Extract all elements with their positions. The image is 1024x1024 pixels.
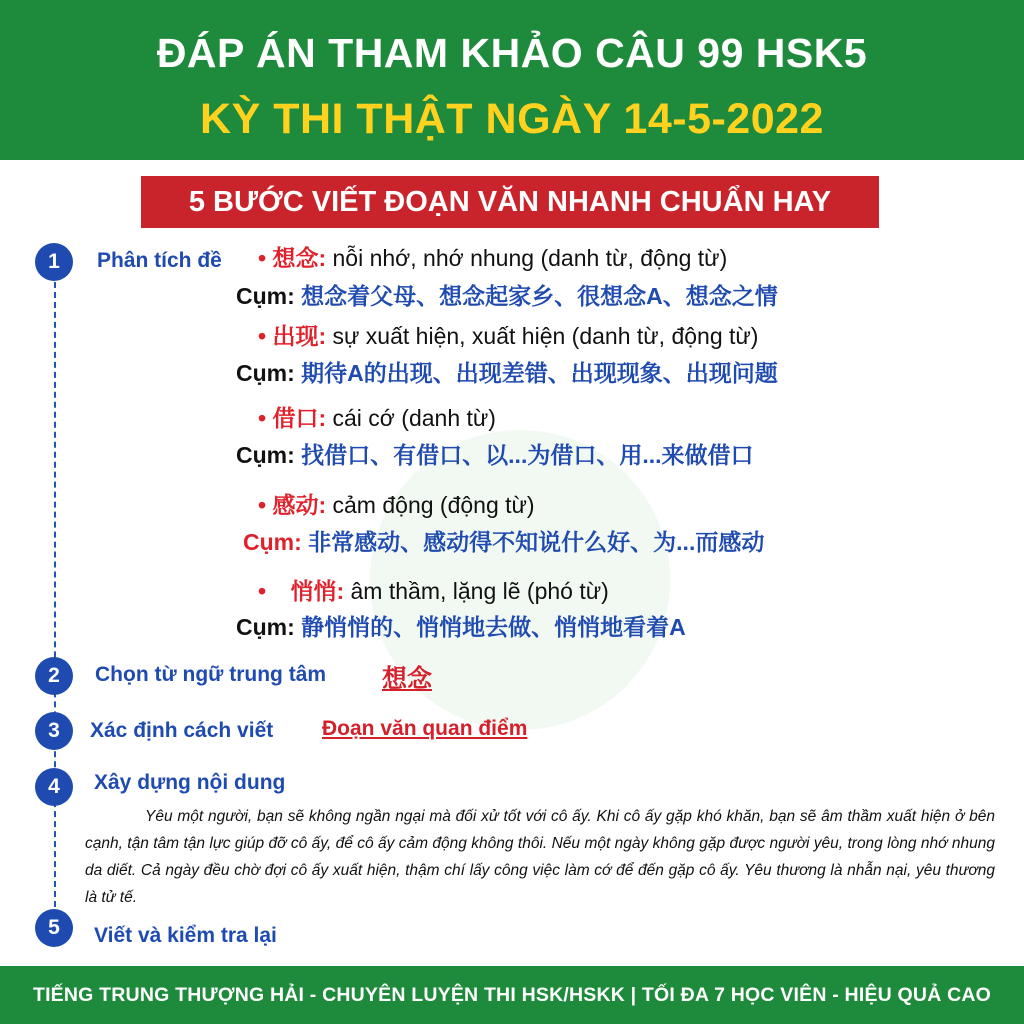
vocab-meaning: sự xuất hiện, xuất hiện (danh từ, động từ) xyxy=(326,323,759,349)
phrase-text: 想念着父母、想念起家乡、很想念A、想念之情 xyxy=(294,283,778,309)
vocab-phrases xyxy=(236,278,778,311)
step-2-label: Chọn từ ngữ trung tâm xyxy=(95,663,327,686)
phrase-text: 非常感动、感动得不知说什么好、为...而感动 xyxy=(301,529,765,555)
writing-type: Đoạn văn quan điểm xyxy=(322,717,528,740)
bullet-icon: • xyxy=(258,323,267,349)
vocab-item xyxy=(258,487,535,520)
step-5-label: Viết và kiểm tra lại xyxy=(94,924,277,947)
vocab-meaning: cảm động (động từ) xyxy=(326,492,535,518)
phrase-label: Cụm: xyxy=(243,529,302,555)
vocab-meaning: âm thầm, lặng lẽ (phó từ) xyxy=(344,578,609,604)
vocab-term: 感动: xyxy=(272,492,327,518)
vocab-item xyxy=(258,400,496,433)
page-title: ĐÁP ÁN THAM KHẢO CÂU 99 HSK5 xyxy=(156,30,868,76)
step-4-label: Xây dựng nội dung xyxy=(94,771,286,794)
vocab-term: 借口: xyxy=(272,405,327,431)
step-5-badge: 5 xyxy=(35,909,73,947)
phrase-label: Cụm: xyxy=(236,614,295,640)
vocab-item xyxy=(258,573,609,606)
vocab-phrases xyxy=(243,524,764,557)
vocab-phrases xyxy=(236,609,686,642)
vocab-meaning: nỗi nhớ, nhớ nhung (danh từ, động từ) xyxy=(326,245,728,271)
vocab-item xyxy=(258,240,727,273)
phrase-label: Cụm: xyxy=(236,283,295,309)
step-4-badge: 4 xyxy=(35,768,73,806)
vocab-item xyxy=(258,318,758,351)
vocab-phrases xyxy=(236,437,754,470)
phrase-text: 找借口、有借口、以...为借口、用...来做借口 xyxy=(294,442,754,468)
timeline-dashed-line xyxy=(54,262,56,927)
phrase-text: 期待A的出现、出现差错、出现现象、出现问题 xyxy=(294,360,778,386)
vocab-term: 出现: xyxy=(272,323,327,349)
sample-paragraph: Yêu một người, bạn sẽ không ngần ngại mà đối xử tốt với cô ấy. Khi cô ấy gặp khó khăn, bạn sẽ âm thầm xuất hiện ở bên cạnh, tận tâm tận lực giúp đỡ cô ấy, để cô ấy cảm động không thôi. Nếu một ngày không gặp được người yêu, trong lòng nhớ nhung da diết. Cả ngày đều chờ đợi cô ấy xuất hiện, thậm chí lấy công việc làm cớ để đến gặp cô ấy. Yêu thương là nhẫn nại, yêu thương là tử tế. xyxy=(85,808,995,906)
vocab-term: 悄悄: xyxy=(290,578,345,604)
step-3-badge: 3 xyxy=(35,712,73,750)
step-3-label: Xác định cách viết xyxy=(90,719,274,742)
step-2-badge: 2 xyxy=(35,657,73,695)
phrase-label: Cụm: xyxy=(236,360,295,386)
bullet-icon: • xyxy=(258,578,267,604)
step-1-label: Phân tích đề xyxy=(97,249,222,272)
bullet-icon: • xyxy=(258,405,267,431)
section-banner: 5 BƯỚC VIẾT ĐOẠN VĂN NHANH CHUẨN HAY xyxy=(141,176,879,228)
vocab-phrases xyxy=(236,355,778,388)
bullet-icon: • xyxy=(258,492,267,518)
step-1-badge: 1 xyxy=(35,243,73,281)
vocab-meaning: cái cớ (danh từ) xyxy=(326,405,496,431)
phrase-label: Cụm: xyxy=(236,442,295,468)
header-banner xyxy=(0,0,1024,160)
phrase-text: 静悄悄的、悄悄地去做、悄悄地看着A xyxy=(294,614,686,640)
bullet-icon: • xyxy=(258,245,267,271)
vocab-term: 想念: xyxy=(272,245,327,271)
footer-banner: TIẾNG TRUNG THƯỢNG HẢI - CHUYÊN LUYỆN THI HSK/HSKK | TỐI ĐA 7 HỌC VIÊN - HIỆU QUẢ CAO xyxy=(0,966,1024,1024)
central-keyword: 想念 xyxy=(382,665,433,693)
page-subtitle: KỲ THI THẬT NGÀY 14-5-2022 xyxy=(200,95,824,143)
